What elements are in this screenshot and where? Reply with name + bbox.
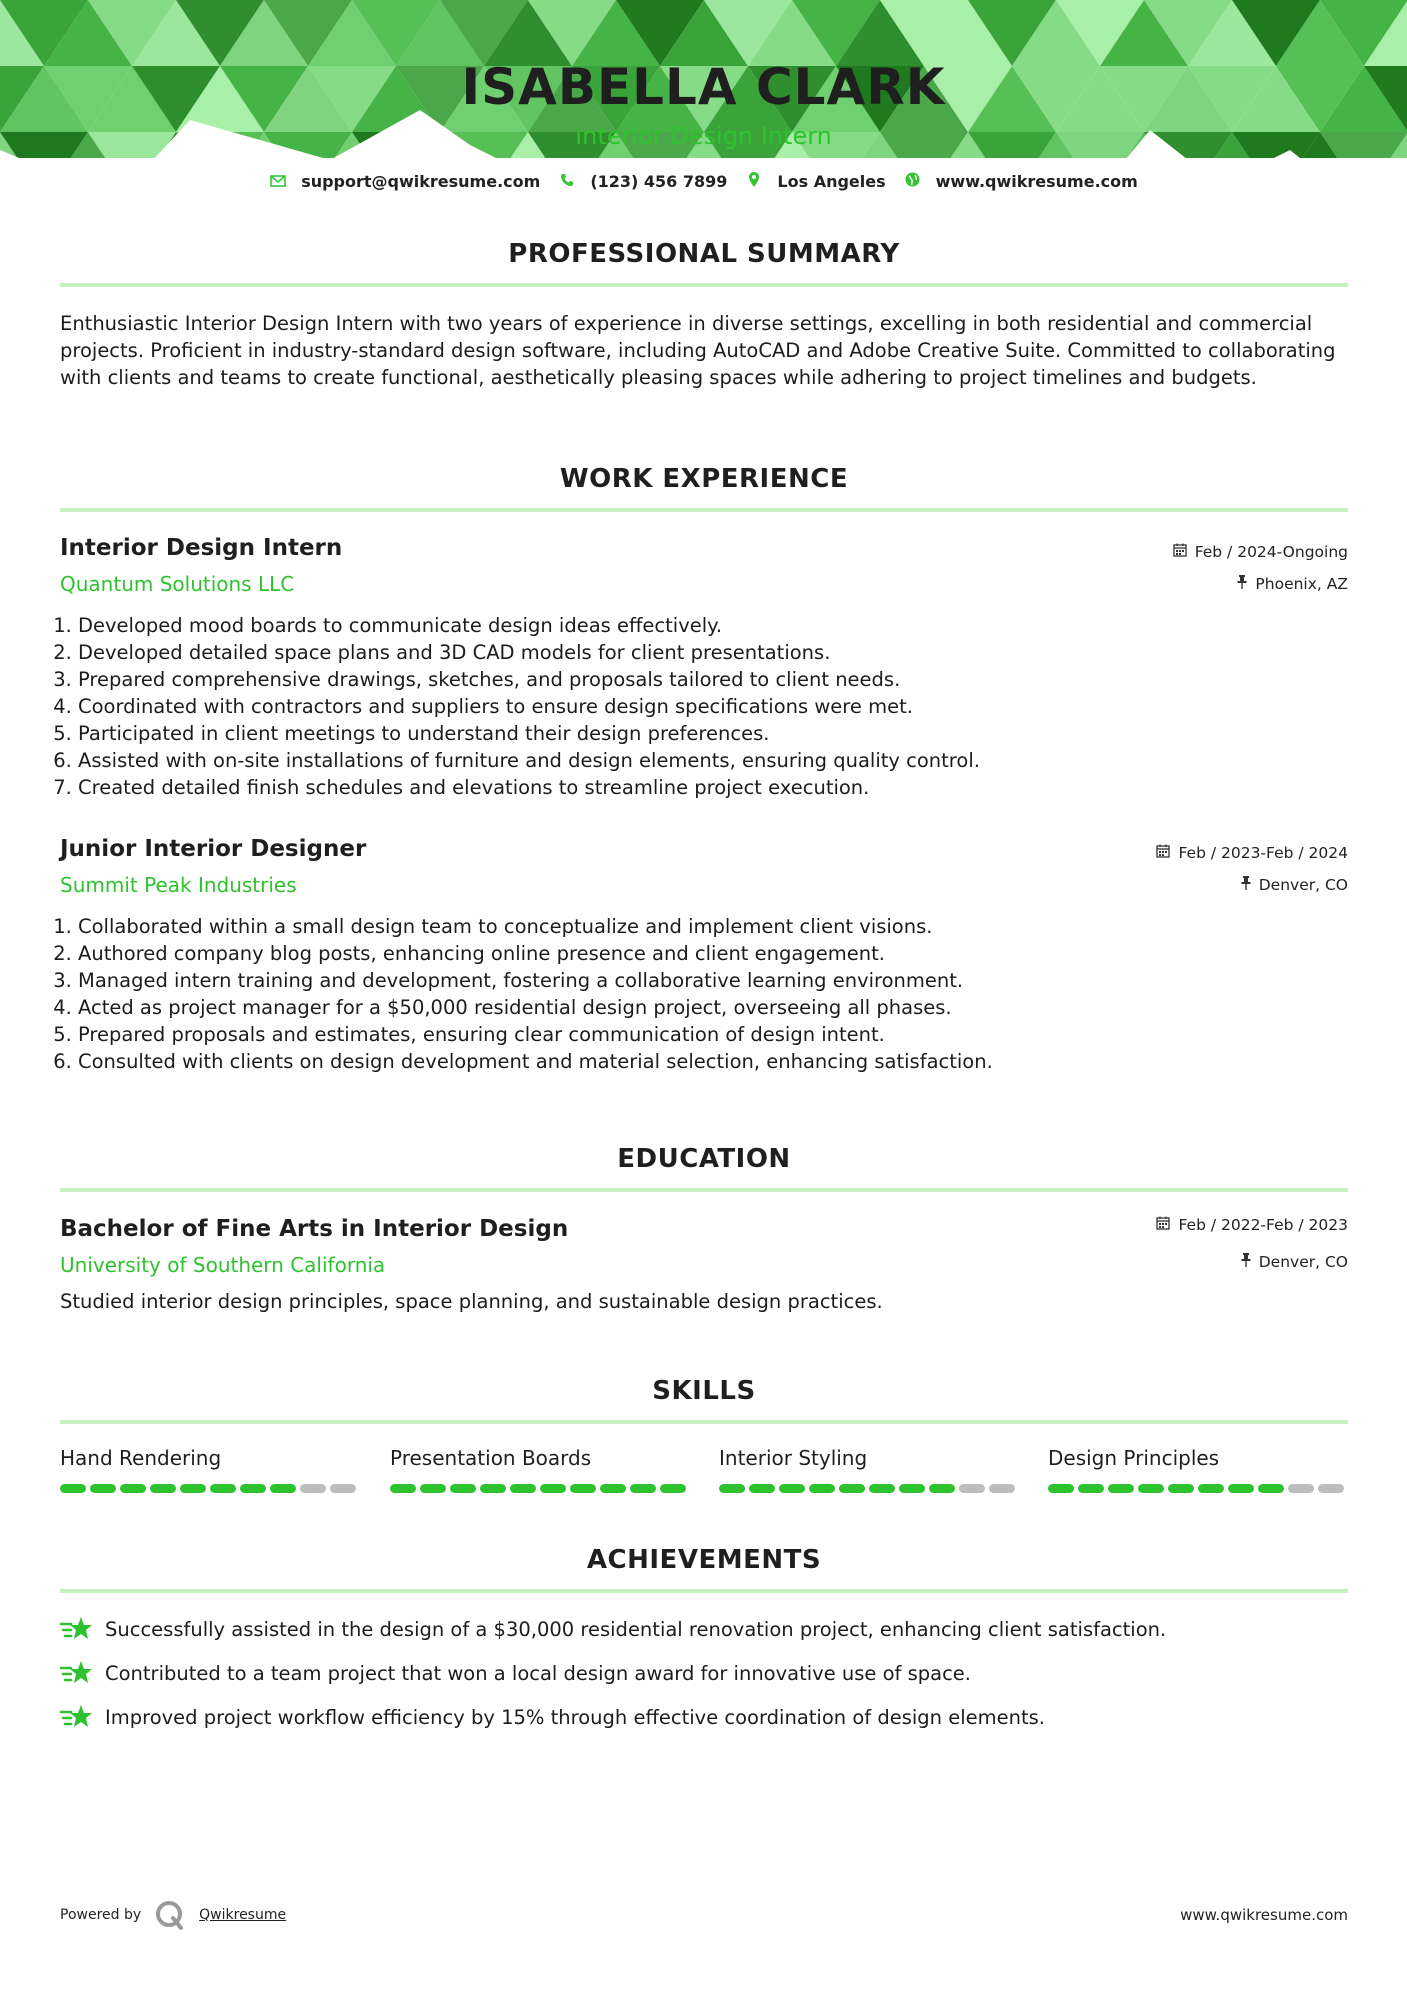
contact-website-text: www.qwikresume.com: [935, 172, 1138, 191]
achievement-text: Successfully assisted in the design of a $30,000 residential renovation project, enhancing client satisfaction.: [105, 1617, 1167, 1641]
envelope-icon: [269, 172, 287, 191]
skill-item: [390, 1446, 690, 1493]
list-item: 6. Assisted with on-site installations of furniture and design elements, ensuring quality control.: [78, 747, 1338, 774]
qwikresume-link[interactable]: Qwikresume: [199, 1907, 287, 1923]
shooting-star-icon: [60, 1615, 92, 1643]
pin-icon: [1237, 575, 1247, 593]
list-item: 1. Collaborated within a small design team to conceptualize and implement client visions.: [78, 913, 1338, 940]
skill-name: Presentation Boards: [390, 1446, 592, 1470]
footer-website[interactable]: www.qwikresume.com: [1180, 1906, 1348, 1924]
pin-icon: [1241, 876, 1251, 894]
skill-level-bar: [719, 1484, 1019, 1493]
skill-segment-filled: [570, 1484, 596, 1493]
skill-name: Hand Rendering: [60, 1446, 222, 1470]
globe-icon: [904, 172, 922, 191]
skill-name: Interior Styling: [719, 1446, 868, 1470]
skill-segment-filled: [719, 1484, 745, 1493]
job-date: [1156, 844, 1348, 862]
section-divider: [60, 1188, 1348, 1192]
skill-segment-filled: [929, 1484, 955, 1493]
skill-segment-filled: [749, 1484, 775, 1493]
achievement-item: [60, 1659, 971, 1687]
section-heading-achievements: ACHIEVEMENTS: [586, 1545, 822, 1575]
section-heading-education: EDUCATION: [617, 1144, 791, 1174]
section-heading-experience: WORK EXPERIENCE: [559, 464, 849, 494]
skill-segment-empty: [989, 1484, 1015, 1493]
contact-bar: [0, 172, 1407, 191]
job-date-text: Feb / 2023-Feb / 2024: [1178, 844, 1348, 862]
skill-segment-filled: [420, 1484, 446, 1493]
skill-segment-filled: [480, 1484, 506, 1493]
candidate-name: ISABELLA CLARK: [461, 58, 946, 116]
contact-phone[interactable]: [558, 172, 727, 191]
list-item: 3. Prepared comprehensive drawings, sketches, and proposals tailored to client needs.: [78, 666, 1338, 693]
skill-segment-filled: [270, 1484, 296, 1493]
skill-segment-filled: [899, 1484, 925, 1493]
job-company: Summit Peak Industries: [60, 873, 297, 897]
section-divider: [60, 283, 1348, 287]
skill-segment-filled: [510, 1484, 536, 1493]
skill-level-bar: [60, 1484, 360, 1493]
education-date: [1156, 1216, 1348, 1234]
qwikresume-logo-icon: [155, 1900, 185, 1930]
candidate-job-title: Interior Design Intern: [575, 122, 832, 150]
job-title: Junior Interior Designer: [60, 836, 367, 862]
skill-segment-empty: [959, 1484, 985, 1493]
contact-email[interactable]: [269, 172, 540, 191]
skill-segment-empty: [1318, 1484, 1344, 1493]
skill-segment-filled: [240, 1484, 266, 1493]
job-location: [1237, 575, 1348, 593]
summary-text: Enthusiastic Interior Design Intern with two years of experience in diverse settings, excelling in both residential and commercial projects. Proficient in industry-standard design software, including AutoCAD and Adobe Creative Suite. Committed to collaborating with clients and teams to create functional, aesthetically pleasing spaces while adhering to project timelines and budgets.: [60, 312, 1336, 389]
section-heading-summary: PROFESSIONAL SUMMARY: [508, 239, 900, 269]
skill-segment-filled: [150, 1484, 176, 1493]
list-item: 7. Created detailed finish schedules and elevations to streamline project execution.: [78, 774, 1338, 801]
contact-location: [745, 172, 885, 191]
achievement-item: [60, 1615, 1166, 1643]
education-date-text: Feb / 2022-Feb / 2023: [1178, 1216, 1348, 1234]
skill-segment-filled: [390, 1484, 416, 1493]
skill-segment-filled: [660, 1484, 686, 1493]
list-item: 6. Consulted with clients on design development and material selection, enhancing satisfaction.: [78, 1048, 1338, 1075]
job-title: Interior Design Intern: [60, 535, 343, 561]
list-item: 4. Acted as project manager for a $50,000 residential design project, overseeing all phases.: [78, 994, 1338, 1021]
skill-segment-filled: [869, 1484, 895, 1493]
calendar-icon: [1156, 844, 1170, 862]
contact-phone-text: (123) 456 7899: [590, 172, 728, 191]
powered-by-label: Powered by: [60, 1907, 142, 1923]
list-item: 3. Managed intern training and development, fostering a collaborative learning environment.: [78, 967, 1338, 994]
job-date: [1173, 543, 1348, 561]
education-location: [1241, 1253, 1348, 1271]
list-item: 4. Coordinated with contractors and suppliers to ensure design specifications were met.: [78, 693, 1338, 720]
education-description: Studied interior design principles, space planning, and sustainable design practices.: [60, 1290, 883, 1313]
skill-segment-empty: [300, 1484, 326, 1493]
job-company: Quantum Solutions LLC: [60, 572, 295, 596]
contact-website[interactable]: [904, 172, 1138, 191]
skill-segment-filled: [600, 1484, 626, 1493]
list-item: 2. Developed detailed space plans and 3D CAD models for client presentations.: [78, 639, 1338, 666]
list-item: 5. Participated in client meetings to understand their design preferences.: [78, 720, 1338, 747]
job-bullets: [55, 612, 1338, 801]
list-item: 5. Prepared proposals and estimates, ensuring clear communication of design intent.: [78, 1021, 1338, 1048]
list-item: 2. Authored company blog posts, enhancing online presence and client engagement.: [78, 940, 1338, 967]
calendar-icon: [1173, 543, 1187, 561]
skill-item: [1048, 1446, 1348, 1493]
shooting-star-icon: [60, 1703, 92, 1731]
list-item: 1. Developed mood boards to communicate design ideas effectively.: [78, 612, 1338, 639]
skill-segment-filled: [839, 1484, 865, 1493]
footer-powered-by: [60, 1900, 286, 1930]
skill-segment-filled: [1198, 1484, 1224, 1493]
pin-icon: [1241, 1253, 1251, 1271]
skill-segment-filled: [630, 1484, 656, 1493]
skill-segment-filled: [1108, 1484, 1134, 1493]
map-marker-icon: [745, 172, 763, 191]
section-divider: [60, 1420, 1348, 1424]
skill-segment-filled: [1168, 1484, 1194, 1493]
education-degree: Bachelor of Fine Arts in Interior Design: [60, 1216, 569, 1242]
skill-segment-filled: [1048, 1484, 1074, 1493]
achievement-text: Contributed to a team project that won a local design award for innovative use of space.: [105, 1661, 972, 1685]
achievement-item: [60, 1703, 1045, 1731]
skill-segment-filled: [1138, 1484, 1164, 1493]
job-location: [1241, 876, 1348, 894]
phone-icon: [558, 172, 576, 191]
skill-segment-empty: [330, 1484, 356, 1493]
achievement-text: Improved project workflow efficiency by 15% through effective coordination of design elements.: [105, 1705, 1045, 1729]
skill-segment-empty: [1288, 1484, 1314, 1493]
skill-segment-filled: [450, 1484, 476, 1493]
job-location-text: Phoenix, AZ: [1255, 575, 1348, 593]
skill-level-bar: [1048, 1484, 1348, 1493]
education-location-text: Denver, CO: [1258, 1253, 1348, 1271]
skill-item: [719, 1446, 1019, 1493]
job-date-text: Feb / 2024-Ongoing: [1194, 543, 1348, 561]
contact-email-text: support@qwikresume.com: [301, 172, 541, 191]
section-divider: [60, 1589, 1348, 1593]
job-location-text: Denver, CO: [1258, 876, 1348, 894]
skill-segment-filled: [540, 1484, 566, 1493]
skill-segment-filled: [1078, 1484, 1104, 1493]
skill-segment-filled: [1258, 1484, 1284, 1493]
section-heading-skills: SKILLS: [652, 1376, 756, 1406]
skill-segment-filled: [210, 1484, 236, 1493]
section-divider: [60, 508, 1348, 512]
skill-segment-filled: [180, 1484, 206, 1493]
shooting-star-icon: [60, 1659, 92, 1687]
skill-segment-filled: [120, 1484, 146, 1493]
skill-item: [60, 1446, 360, 1493]
job-bullets: [55, 913, 1338, 1075]
contact-location-text: Los Angeles: [777, 172, 886, 191]
skill-name: Design Principles: [1048, 1446, 1220, 1470]
skill-segment-filled: [90, 1484, 116, 1493]
calendar-icon: [1156, 1216, 1170, 1234]
skill-segment-filled: [1228, 1484, 1254, 1493]
skill-segment-filled: [60, 1484, 86, 1493]
education-school: University of Southern California: [60, 1253, 386, 1277]
skill-segment-filled: [779, 1484, 805, 1493]
skill-segment-filled: [809, 1484, 835, 1493]
skill-level-bar: [390, 1484, 690, 1493]
